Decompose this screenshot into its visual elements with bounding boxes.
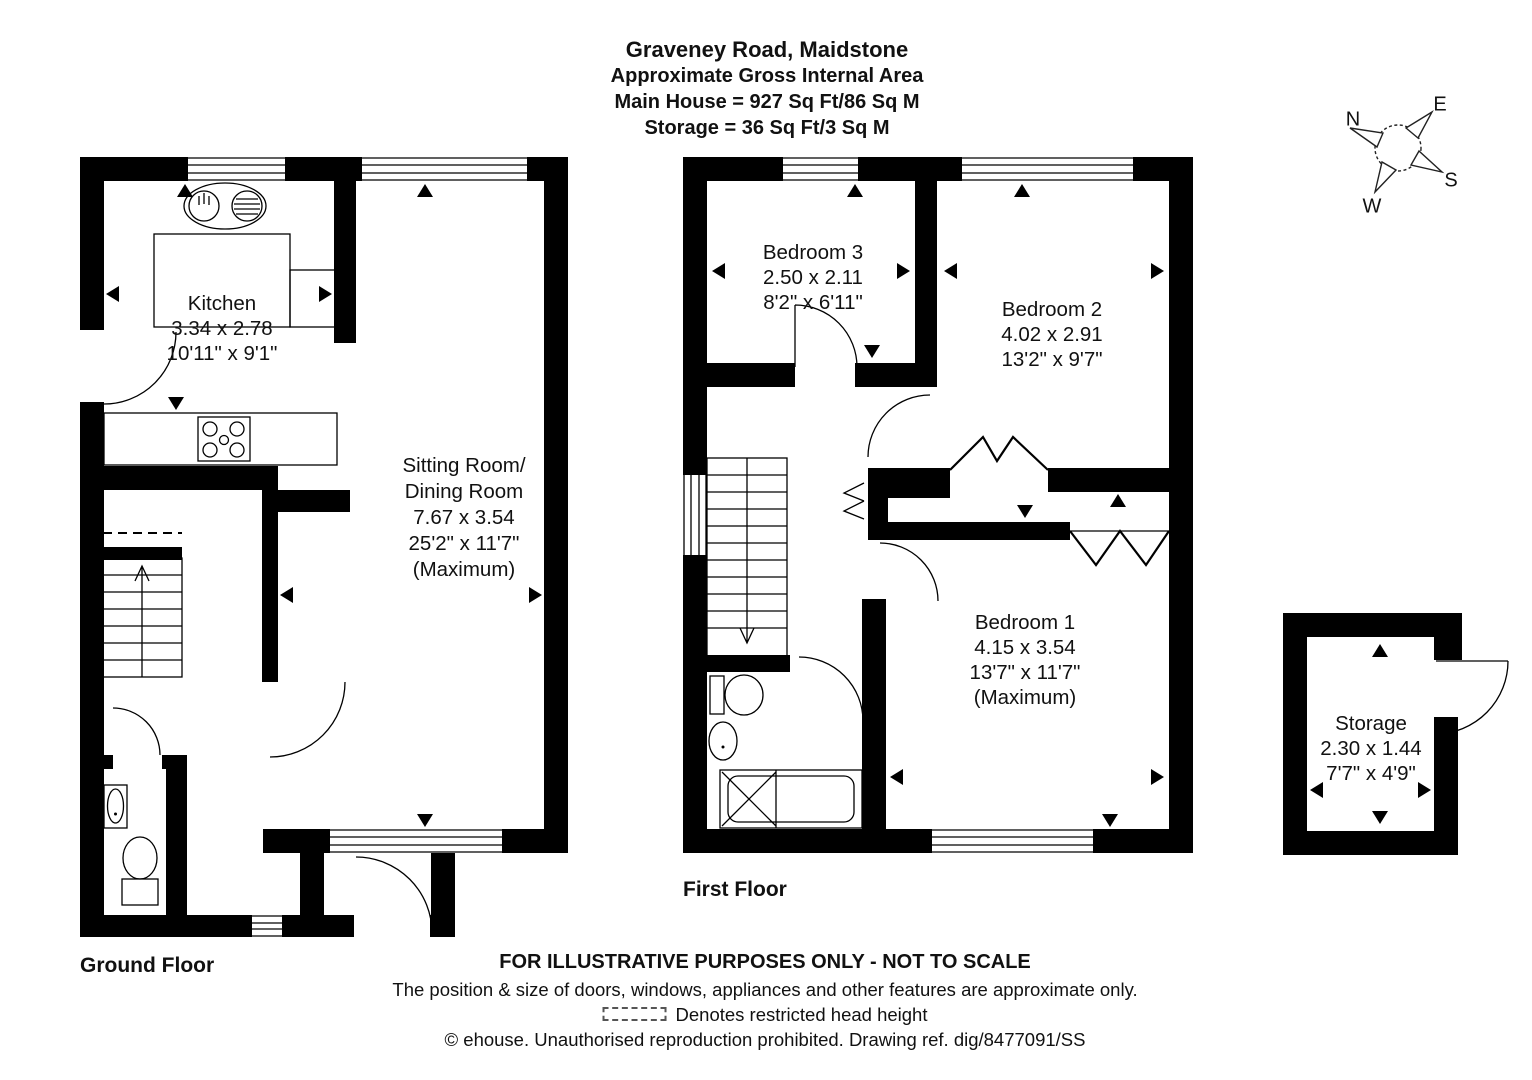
room-metric: 2.30 x 1.44 <box>1320 737 1422 760</box>
room-imperial: 13'7" x 11'7" <box>969 661 1081 684</box>
stairs-up <box>103 558 182 677</box>
basin-icon <box>709 722 737 760</box>
page-title: Graveney Road, Maidstone <box>625 37 909 62</box>
room-metric: 2.50 x 2.11 <box>763 266 863 289</box>
footer-approximate-note: The position & size of doors, windows, appliances and other features are approximate only. <box>392 979 1138 1000</box>
room-name: Storage <box>1335 712 1407 735</box>
title-main-house-area: Main House = 927 Sq Ft/86 Sq M <box>614 91 920 113</box>
wardrobe-doors <box>950 437 1169 565</box>
compass-west-label: W <box>1362 195 1382 218</box>
room-label-kitchen <box>167 291 278 366</box>
title-storage-area: Storage = 36 Sq Ft/3 Sq M <box>644 117 890 139</box>
room-note: (Maximum) <box>412 558 516 581</box>
first-floor-label: First Floor <box>683 878 787 901</box>
restricted-head-height-legend-icon <box>603 1007 667 1021</box>
room-imperial: 7'7" x 4'9" <box>1326 762 1416 785</box>
room-metric: 4.02 x 2.91 <box>1001 323 1103 346</box>
room-metric: 7.67 x 3.54 <box>413 506 515 529</box>
room-label-bedroom1 <box>970 610 1081 710</box>
footer-copyright: © ehouse. Unauthorised reproduction prohibited. Drawing ref. dig/8477091/SS <box>444 1029 1086 1050</box>
room-imperial: 8'2" x 6'11" <box>763 291 863 314</box>
window <box>684 158 1133 852</box>
compass-north-label: N <box>1345 108 1361 131</box>
title-subline: Approximate Gross Internal Area <box>610 65 924 87</box>
sink-icon <box>184 183 266 229</box>
room-metric: 4.15 x 3.54 <box>974 636 1076 659</box>
room-name: Kitchen <box>187 292 257 315</box>
room-imperial: 13'2" x 9'7" <box>1001 348 1103 371</box>
toilet-icon <box>122 837 158 905</box>
room-imperial: 25'2" x 11'7" <box>408 532 520 555</box>
room-name2: Dining Room <box>404 480 524 503</box>
bath-icon <box>720 770 862 828</box>
room-name: Bedroom 2 <box>1001 298 1103 321</box>
first-floor-plan <box>683 157 1193 853</box>
room-label-sitting-room <box>402 453 525 583</box>
room-note: (Maximum) <box>973 686 1077 709</box>
compass-east-label: E <box>1433 93 1447 116</box>
basin-icon <box>104 785 127 828</box>
toilet-icon <box>710 675 763 715</box>
room-name: Bedroom 3 <box>762 241 864 264</box>
compass-south-label: S <box>1444 169 1458 192</box>
footer-disclaimer: FOR ILLUSTRATIVE PURPOSES ONLY - NOT TO SCALE <box>499 951 1031 973</box>
room-label-bedroom2 <box>1001 297 1102 372</box>
ground-floor-label: Ground Floor <box>80 954 215 977</box>
room-name: Bedroom 1 <box>974 611 1076 634</box>
compass-rose-icon <box>1350 112 1442 192</box>
hob-icon <box>198 417 250 461</box>
room-metric: 3.34 x 2.78 <box>171 317 273 340</box>
title-block <box>611 36 924 141</box>
footer-legend-text: Denotes restricted head height <box>675 1004 928 1025</box>
cupboard-chevrons <box>844 483 864 519</box>
footer-legend-row <box>603 1004 928 1026</box>
room-label-storage <box>1320 711 1421 786</box>
stairs-down <box>707 458 787 657</box>
room-name: Sitting Room/ <box>402 454 526 477</box>
room-label-bedroom3 <box>763 240 863 315</box>
room-imperial: 10'11" x 9'1" <box>166 342 278 365</box>
